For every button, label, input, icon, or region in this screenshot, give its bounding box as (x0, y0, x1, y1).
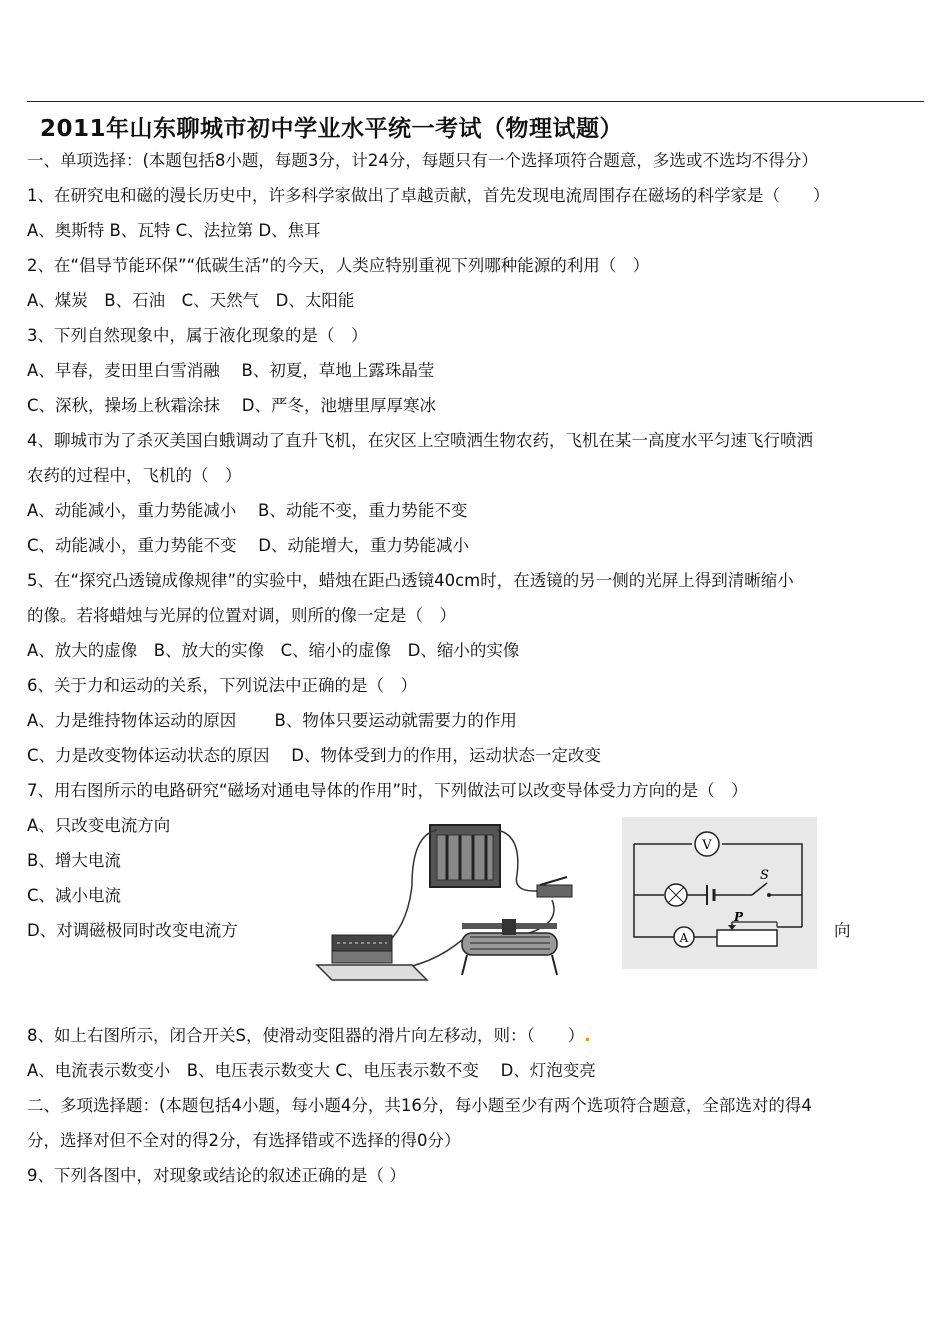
page-title: 2011年山东聊城市初中学业水平统一考试（物理试题） (40, 116, 624, 142)
question-3-options-ab: A、早春，麦田里白雪消融 B、初夏，草地上露珠晶莹 (27, 361, 435, 380)
question-1-options: A、奥斯特 B、瓦特 C、法拉第 D、焦耳 (27, 221, 321, 240)
question-6-options-ab: A、力是维持物体运动的原因 B、物体只要运动就需要力的作用 (27, 711, 517, 730)
question-4-options-ab: A、动能减小，重力势能减小 B、动能不变，重力势能不变 (27, 501, 468, 520)
circuit-diagram (622, 817, 817, 969)
question-6: 6、关于力和运动的关系，下列说法中正确的是（ ） (27, 676, 417, 695)
section-1-heading: 一、单项选择：(本题包括8小题，每题3分，计24分，每题只有一个选择项符合题意，多选或不选均不得分） (27, 151, 818, 170)
question-7-option-c: C、减小电流 (27, 886, 122, 905)
rheostat-icon (717, 930, 777, 946)
question-7: 7、用右图所示的电路研究“磁场对通电导体的作用”时，下列做法可以改变导体受力方向的是（ ） (27, 781, 748, 800)
question-7-option-d-tail: 向 (834, 921, 851, 940)
svg-text:V: V (702, 838, 712, 853)
section-2-heading-cont: 分，选择对但不全对的得2分，有选择错或不选择的得0分） (27, 1131, 461, 1150)
question-4-cont: 农药的过程中，飞机的（ ） (27, 466, 242, 485)
svg-text:A: A (679, 931, 689, 945)
question-1: 1、在研究电和磁的漫长历史中，许多科学家做出了卓越贡献，首先发现电流周围存在磁场的科学家是（ ） (27, 186, 830, 205)
question-9: 9、下列各图中，对现象或结论的叙述正确的是（ ） (27, 1166, 406, 1185)
header-rule (27, 101, 924, 102)
question-3: 3、下列自然现象中，属于液化现象的是（ ） (27, 326, 368, 345)
svg-text:S: S (760, 868, 769, 883)
question-6-options-cd: C、力是改变物体运动状态的原因 D、物体受到力的作用，运动状态一定改变 (27, 746, 601, 765)
question-2: 2、在“倡导节能环保”“低碳生活”的今天，人类应特别重视下列哪种能源的利用（ ） (27, 256, 650, 275)
apparatus-figure (312, 815, 590, 990)
question-7-option-d: D、对调磁极同时改变电流方 (27, 921, 238, 940)
question-8-options: A、电流表示数变小 B、电压表示数变大 C、电压表示数不变 D、灯泡变亮 (27, 1061, 596, 1080)
question-3-options-cd: C、深秋，操场上秋霜涂抹 D、严冬，池塘里厚厚寒冰 (27, 396, 436, 415)
question-7-option-a: A、只改变电流方向 (27, 816, 171, 835)
question-4: 4、聊城市为了杀灭美国白蛾调动了直升飞机，在灾区上空喷洒生物农药，飞机在某一高度水平匀速飞行喷洒 (27, 431, 813, 450)
question-5-options: A、放大的虚像 B、放大的实像 C、缩小的虚像 D、缩小的实像 (27, 641, 520, 660)
question-4-options-cd: C、动能减小，重力势能不变 D、动能增大，重力势能减小 (27, 536, 469, 555)
section-2-heading: 二、多项选择题：(本题包括4小题，每小题4分，共16分，每小题至少有两个选项符合题意，全部选对的得4 (27, 1096, 812, 1115)
orange-dot: . (584, 1026, 591, 1045)
question-7-option-b: B、增大电流 (27, 851, 121, 870)
question-5: 5、在“探究凸透镜成像规律”的实验中，蜡烛在距凸透镜40cm时，在透镜的另一侧的光屏上得到清晰缩小 (27, 571, 794, 590)
svg-text:P: P (734, 910, 744, 924)
question-8: 8、如上右图所示，闭合开关S，使滑动变阻器的滑片向左移动，则：（ ）. (27, 1026, 591, 1045)
question-5-cont: 的像。若将蜡烛与光屏的位置对调，则所的像一定是（ ） (27, 606, 456, 625)
question-2-options: A、煤炭 B、石油 C、天然气 D、太阳能 (27, 291, 355, 310)
